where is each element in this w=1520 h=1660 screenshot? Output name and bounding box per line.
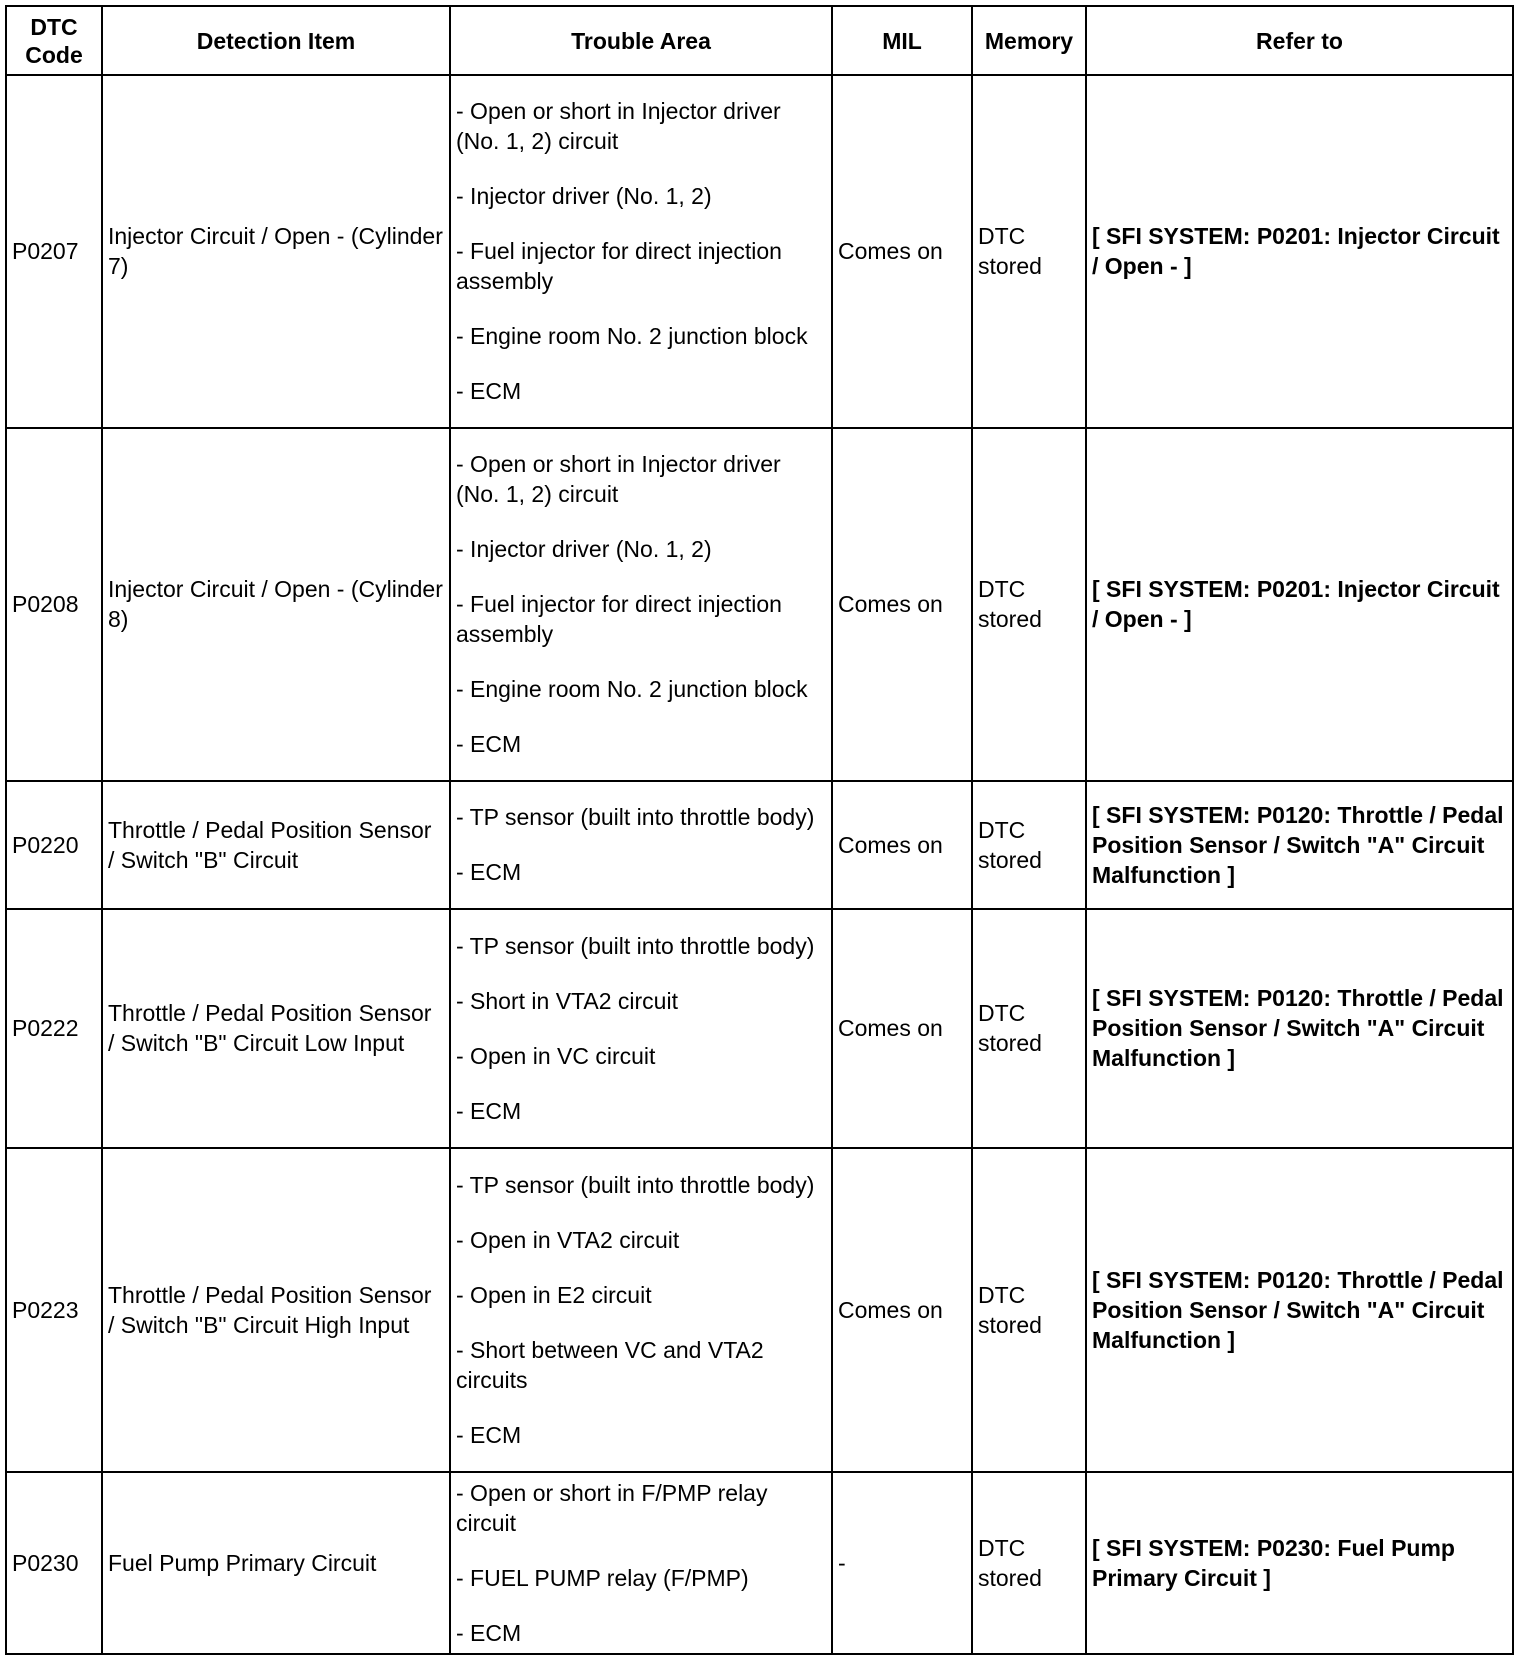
table-header-row (6, 6, 1513, 75)
mil-status: Comes on (832, 428, 972, 781)
memory-status: DTC stored (972, 1472, 1086, 1655)
mil-status: - (832, 1472, 972, 1655)
trouble-area-item: - Engine room No. 2 junction block (456, 676, 808, 703)
trouble-area-item: - TP sensor (built into throttle body) (456, 804, 815, 831)
dtc-code: P0222 (6, 909, 102, 1148)
refer-to: [ SFI SYSTEM: P0120: Throttle / Pedal Position Sensor / Switch "A" Circuit Malfunction ] (1086, 781, 1513, 909)
trouble-area-item: - ECM (456, 1097, 522, 1124)
mil-status: Comes on (832, 1148, 972, 1472)
trouble-area-item: - Engine room No. 2 junction block (456, 323, 808, 350)
header-refer-to: Refer to (1086, 6, 1513, 75)
memory-status: DTC stored (972, 909, 1086, 1148)
detection-item: Throttle / Pedal Position Sensor / Switch "B" Circuit Low Input (102, 909, 450, 1148)
trouble-area (450, 75, 832, 428)
trouble-area-item: - ECM (456, 859, 522, 886)
trouble-area-item: - ECM (456, 731, 522, 758)
refer-to: [ SFI SYSTEM: P0230: Fuel Pump Primary Circuit ] (1086, 1472, 1513, 1655)
trouble-area-item: - TP sensor (built into throttle body) (456, 932, 815, 959)
dtc-table (5, 5, 1514, 1655)
trouble-area-item: - Open in VTA2 circuit (456, 1226, 680, 1253)
memory-status: DTC stored (972, 428, 1086, 781)
trouble-area-item: - TP sensor (built into throttle body) (456, 1171, 815, 1198)
memory-status: DTC stored (972, 1148, 1086, 1472)
table-row (6, 1148, 1513, 1472)
mil-status: Comes on (832, 909, 972, 1148)
trouble-area-item: - ECM (456, 1619, 522, 1646)
trouble-area-item: - Open or short in Injector driver (No. 1, 2) circuit (456, 98, 781, 155)
trouble-area-item: - FUEL PUMP relay (F/PMP) (456, 1564, 749, 1591)
detection-item: Injector Circuit / Open - (Cylinder 8) (102, 428, 450, 781)
header-memory: Memory (972, 6, 1086, 75)
trouble-area-item: - Short between VC and VTA2 circuits (456, 1336, 764, 1393)
table-row (6, 909, 1513, 1148)
dtc-code: P0207 (6, 75, 102, 428)
detection-item: Throttle / Pedal Position Sensor / Switch "B" Circuit (102, 781, 450, 909)
trouble-area-item: - Fuel injector for direct injection assembly (456, 238, 782, 295)
table-row (6, 781, 1513, 909)
memory-status: DTC stored (972, 75, 1086, 428)
trouble-area (450, 909, 832, 1148)
trouble-area (450, 1472, 832, 1655)
table-row (6, 1472, 1513, 1655)
trouble-area (450, 428, 832, 781)
refer-to: [ SFI SYSTEM: P0201: Injector Circuit / Open - ] (1086, 428, 1513, 781)
refer-to: [ SFI SYSTEM: P0120: Throttle / Pedal Position Sensor / Switch "A" Circuit Malfunction ] (1086, 909, 1513, 1148)
detection-item: Throttle / Pedal Position Sensor / Switch "B" Circuit High Input (102, 1148, 450, 1472)
detection-item: Fuel Pump Primary Circuit (102, 1472, 450, 1655)
table-row (6, 75, 1513, 428)
trouble-area-item: - Open or short in Injector driver (No. 1, 2) circuit (456, 451, 781, 508)
mil-status: Comes on (832, 781, 972, 909)
detection-item: Injector Circuit / Open - (Cylinder 7) (102, 75, 450, 428)
header-mil: MIL (832, 6, 972, 75)
trouble-area (450, 1148, 832, 1472)
dtc-code: P0230 (6, 1472, 102, 1655)
refer-to: [ SFI SYSTEM: P0201: Injector Circuit / Open - ] (1086, 75, 1513, 428)
trouble-area-item: - Open or short in F/PMP relay circuit (456, 1479, 768, 1536)
memory-status: DTC stored (972, 781, 1086, 909)
header-dtc-code: DTC Code (6, 6, 102, 75)
dtc-code: P0223 (6, 1148, 102, 1472)
header-trouble-area: Trouble Area (450, 6, 832, 75)
trouble-area-item: - Injector driver (No. 1, 2) (456, 536, 712, 563)
trouble-area-item: - ECM (456, 1421, 522, 1448)
trouble-area (450, 781, 832, 909)
trouble-area-item: - Injector driver (No. 1, 2) (456, 183, 712, 210)
trouble-area-item: - Open in VC circuit (456, 1042, 656, 1069)
refer-to: [ SFI SYSTEM: P0120: Throttle / Pedal Position Sensor / Switch "A" Circuit Malfunction ] (1086, 1148, 1513, 1472)
trouble-area-item: - Short in VTA2 circuit (456, 987, 678, 1014)
table-row (6, 428, 1513, 781)
trouble-area-item: - Open in E2 circuit (456, 1281, 652, 1308)
mil-status: Comes on (832, 75, 972, 428)
header-detection-item: Detection Item (102, 6, 450, 75)
trouble-area-item: - ECM (456, 378, 522, 405)
trouble-area-item: - Fuel injector for direct injection assembly (456, 591, 782, 648)
dtc-code: P0208 (6, 428, 102, 781)
dtc-code: P0220 (6, 781, 102, 909)
